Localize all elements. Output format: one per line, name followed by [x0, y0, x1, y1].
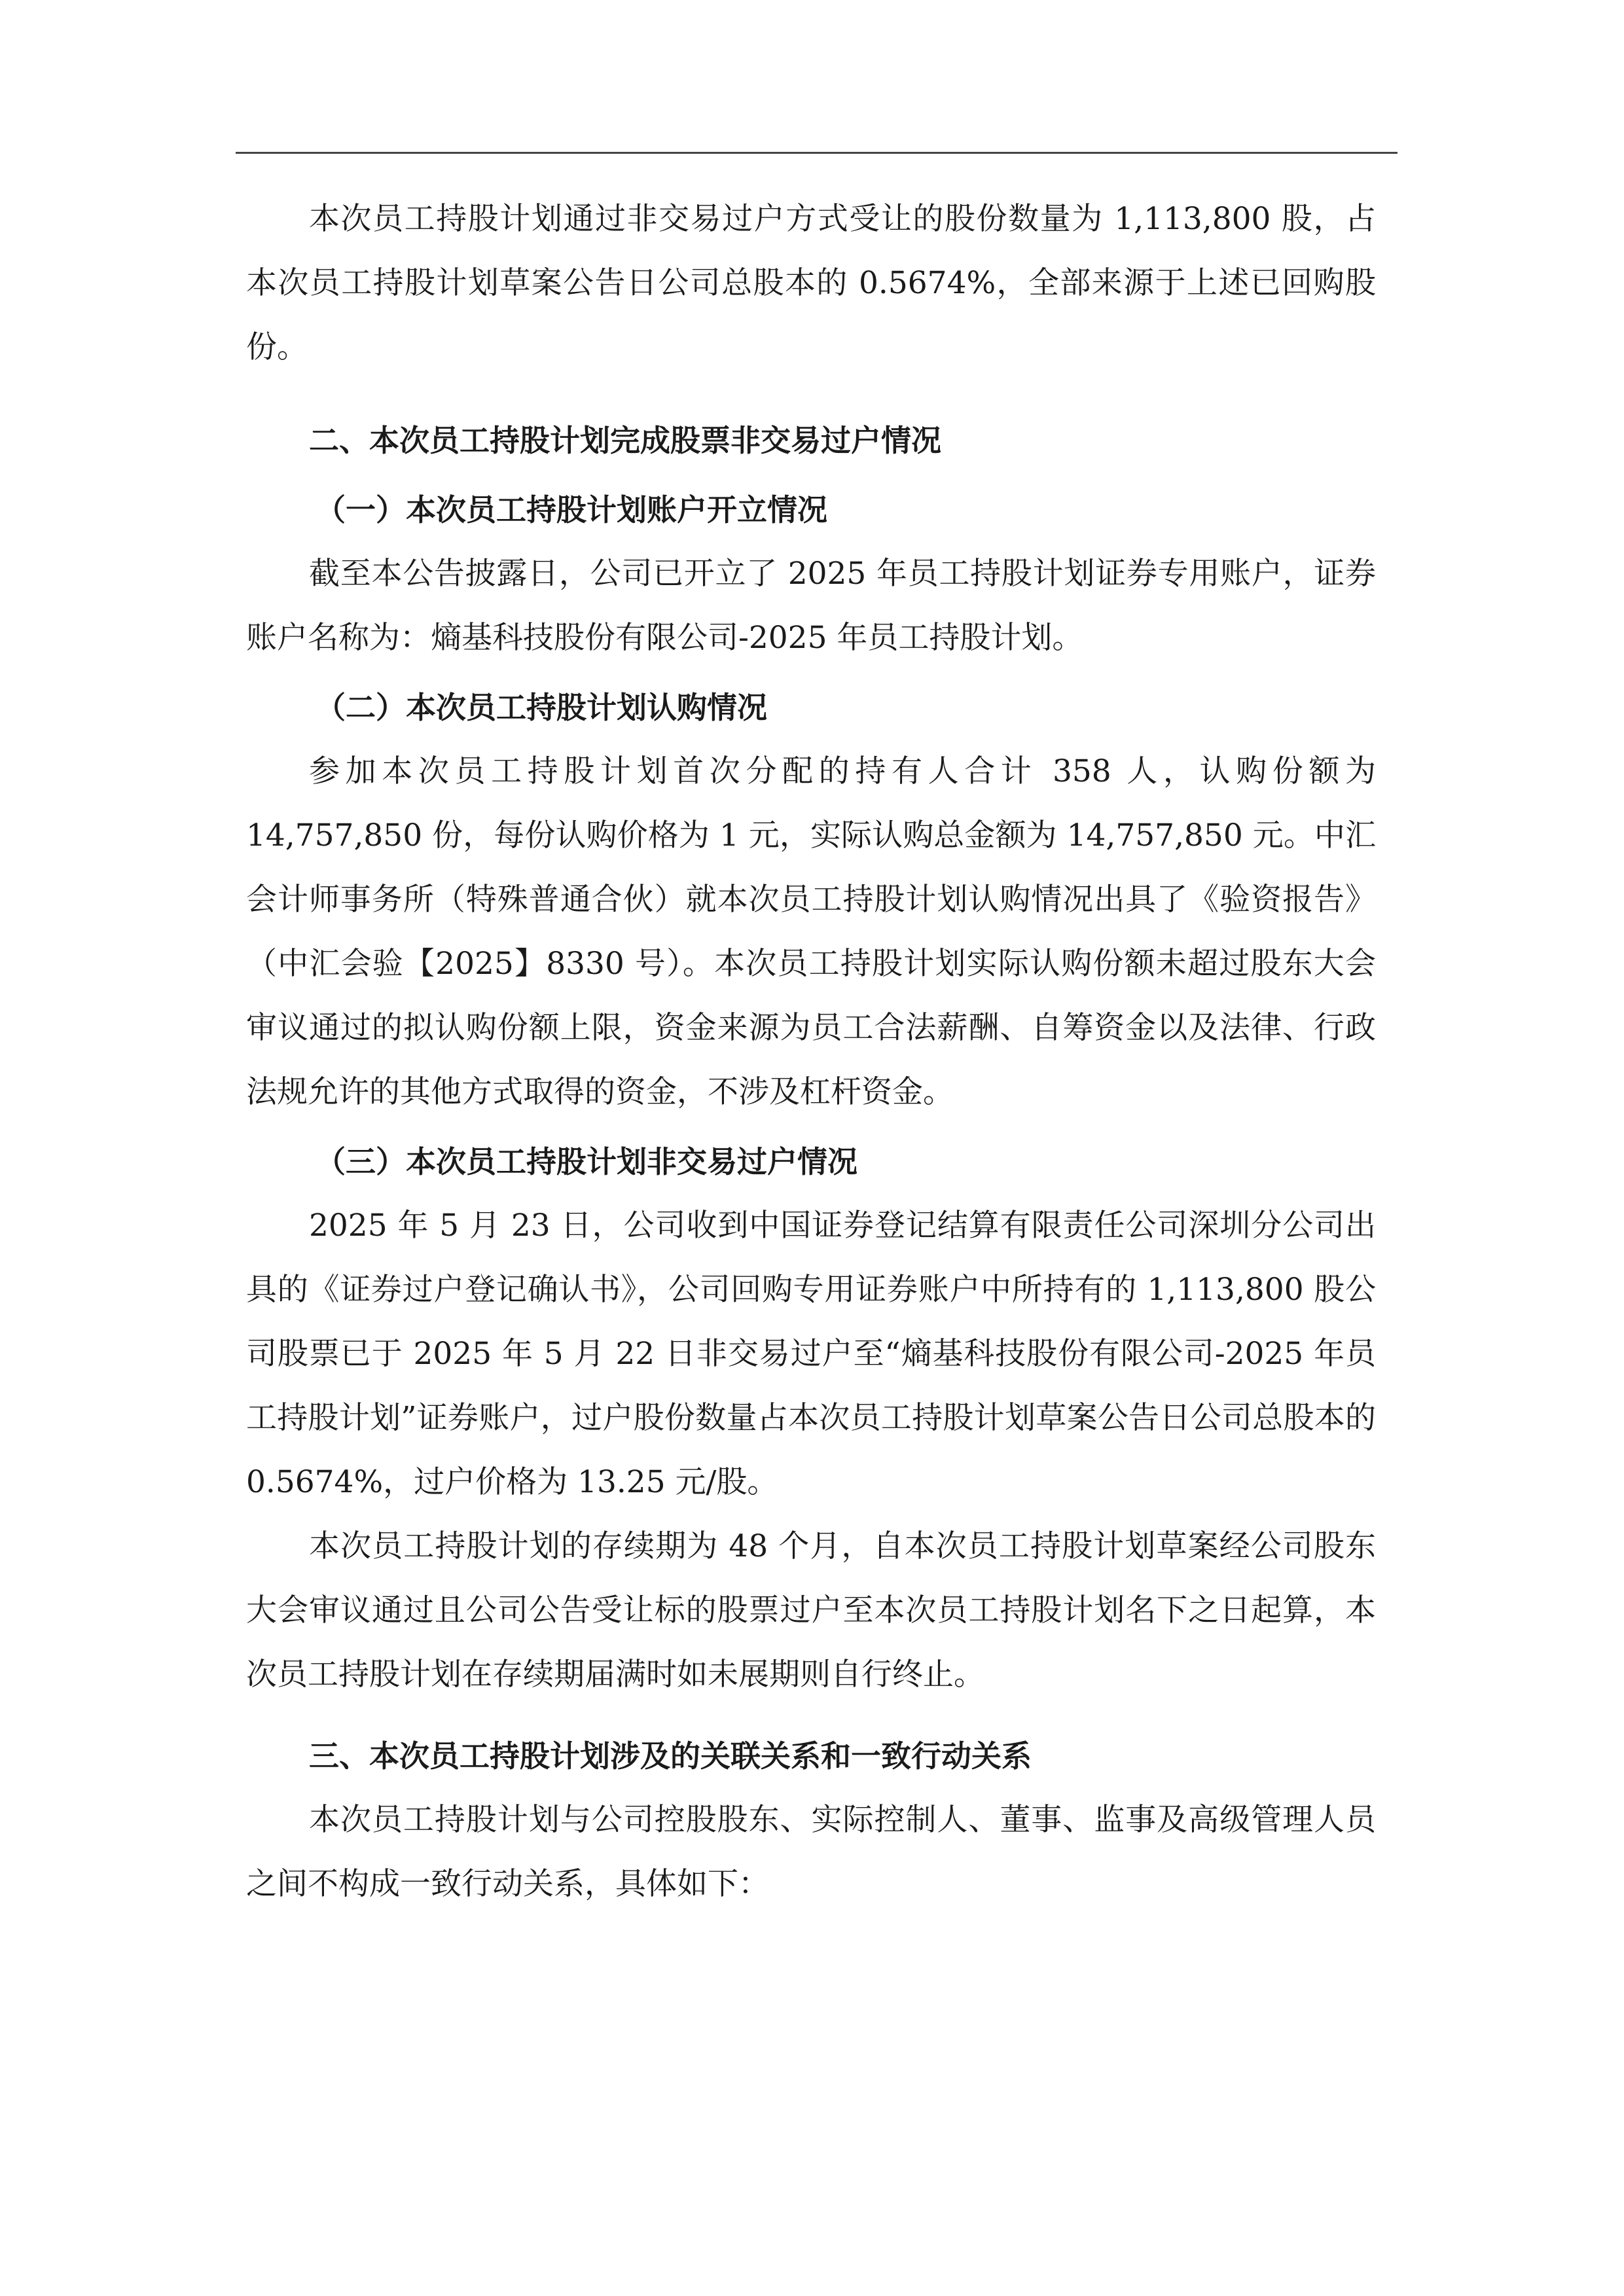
- paragraph-non-trade-transfer: 2025 年 5 月 23 日，公司收到中国证券登记结算有限责任公司深圳分公司出具的《证券过户登记确认书》，公司回购专用证券账户中所持有的 1,113,800 股公司股票已于 2025 年 5 月 22 日非交易过户至“熵基科技股份有限公司-2025 年员工持股计划”证券账户，过户股份数量占本次员工持股计划草案公告日公司总股本的 0.5674%，过户价格为 13.25 元/股。: [246, 1208, 1376, 1500]
- heading-section-2: 二、本次员工持股计划完成股票非交易过户情况: [309, 423, 941, 458]
- paragraph-duration: 本次员工持股计划的存续期为 48 个月，自本次员工持股计划草案经公司股东大会审议通过且公司公告受让标的股票过户至本次员工持股计划名下之日起算，本次员工持股计划在存续期届满时如未展期则自行终止。: [246, 1528, 1376, 1693]
- paragraph-subscription: 参加本次员工持股计划首次分配的持有人合计 358 人，认购份额为 14,757,850 份，每份认购价格为 1 元，实际认购总金额为 14,757,850 元。中汇会计师事务所（特殊普通合伙）就本次员工持股计划认购情况出具了《验资报告》（中汇会验【2025】8330 号）。本次员工持股计划实际认购份额未超过股东大会审议通过的拟认购份额上限，资金来源为员工合法薪酬、自筹资金以及法律、行政法规允许的其他方式取得的资金，不涉及杠杆资金。: [246, 753, 1376, 1110]
- heading-subscription: （二）本次员工持股计划认购情况: [316, 690, 767, 725]
- header-rule: [236, 152, 1398, 154]
- heading-non-trade-transfer: （三）本次员工持股计划非交易过户情况: [316, 1144, 857, 1179]
- paragraph-account-opening: 截至本公告披露日，公司已开立了 2025 年员工持股计划证券专用账户，证券账户名称为：熵基科技股份有限公司-2025 年员工持股计划。: [246, 556, 1376, 656]
- heading-account-opening: （一）本次员工持股计划账户开立情况: [316, 492, 827, 528]
- paragraph-share-quantity: 本次员工持股计划通过非交易过户方式受让的股份数量为 1,113,800 股，占本次员工持股计划草案公告日公司总股本的 0.5674%，全部来源于上述已回购股份。: [246, 201, 1376, 365]
- paragraph-concerted-action: 本次员工持股计划与公司控股股东、实际控制人、董事、监事及高级管理人员之间不构成一致行动关系，具体如下：: [246, 1802, 1376, 1902]
- document-body: [246, 187, 1376, 1916]
- heading-section-3: 三、本次员工持股计划涉及的关联关系和一致行动关系: [309, 1738, 1032, 1774]
